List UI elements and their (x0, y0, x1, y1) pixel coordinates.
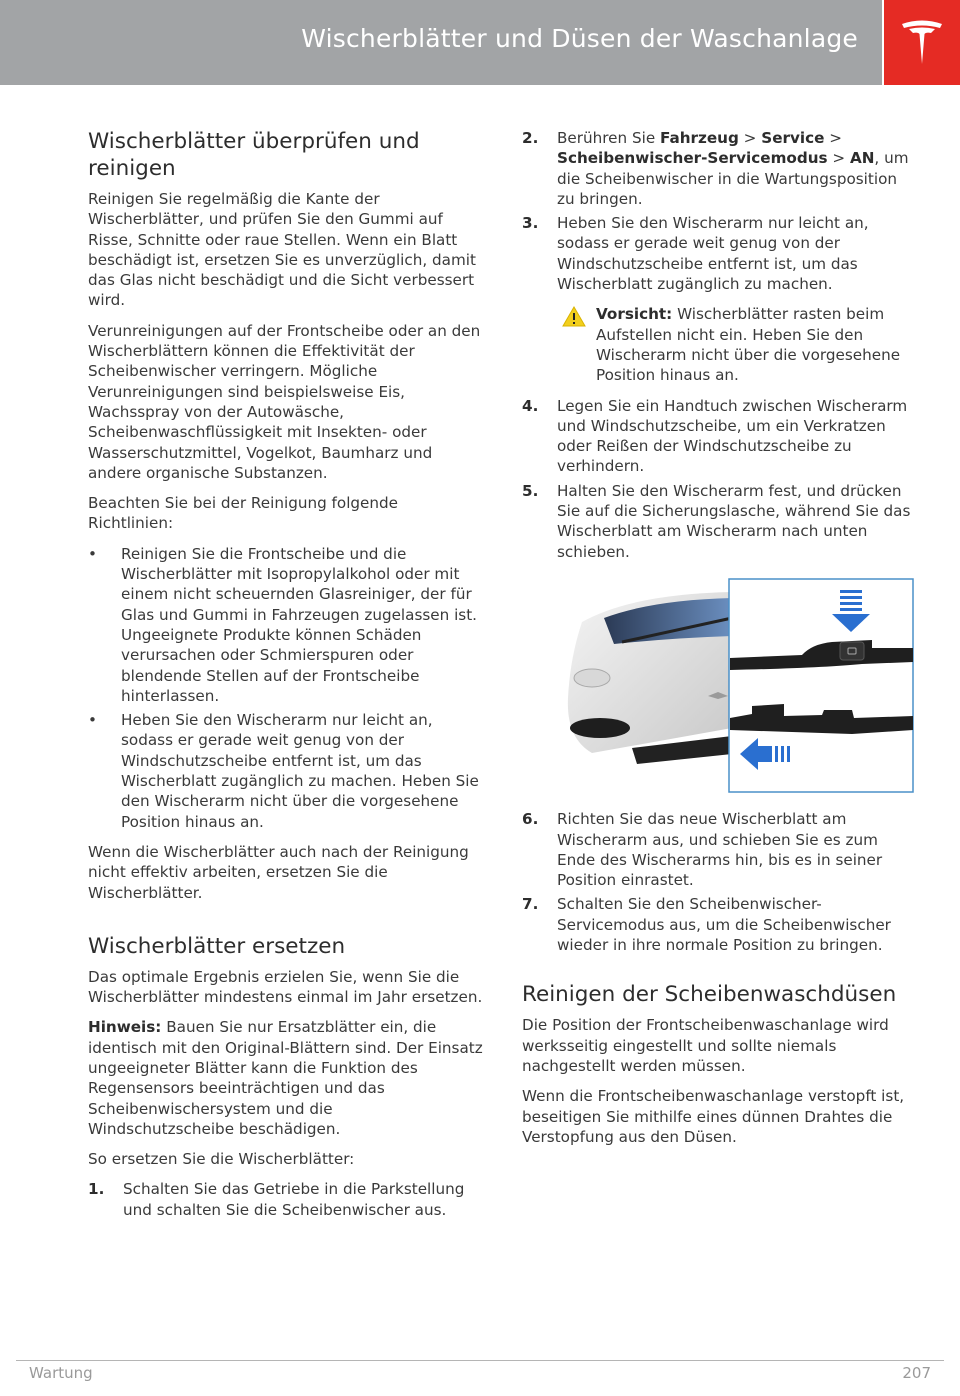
paragraph: So ersetzen Sie die Wischerblätter: (88, 1150, 355, 1169)
step-number: 7. (522, 895, 539, 914)
step-item: 5. Halten Sie den Wischerarm fest, und drücken Sie auf die Sicherungslasche, während Sie das Wischerblatt am Wischerarm nach unten schieben. (522, 481, 911, 561)
section-heading-nozzles: Reinigen der Scheibenwaschdüsen (522, 982, 897, 1008)
bullet-item: • Heben Sie den Wischerarm nur leicht an, sodass er gerade weit genug von der Windschutzscheibe entfernt ist, um das Wischerblatt zugänglich zu machen. Heben Sie den Wischerarm nicht über die vorgesehene Position hinaus an. (88, 711, 479, 831)
caution-label: Vorsicht: (596, 305, 673, 324)
step-item: 4. Legen Sie ein Handtuch zwischen Wischerarm und Windschutzscheibe, um ein Verkratzen oder Reißen der Windschutzscheibe zu verhindern. (522, 396, 908, 476)
paragraph: Beachten Sie bei der Reinigung folgende Richtlinien: (88, 494, 399, 533)
page-title: Wischerblätter und Düsen der Waschanlage (301, 24, 858, 53)
wiper-detail-inset (729, 579, 913, 792)
step-item: 7. Schalten Sie den Scheibenwischer-Servicemodus aus, um die Scheibenwischer wieder in ihre normale Position zu bringen. (522, 895, 891, 955)
step-number: 4. (522, 396, 539, 415)
step-item: 6. Richten Sie das neue Wischerblatt am Wischerarm aus, und schieben Sie es zum Ende des Wischerarms hin, bis es in seiner Position einrastet. (522, 810, 883, 890)
right-column (522, 128, 917, 1157)
bullet-item: • Reinigen Sie die Frontscheibe und die Wischerblätter mit Isopropylalkohol oder mit einem nicht scheuernden Glasreiniger, der für Glas und Gummi in Fahrzeugen zugelassen ist. Ungeeignete Produkte können Schäden verursachen oder Schmierspuren oder blendende Stellen auf der Frontscheibe hinterlassen. (88, 544, 478, 705)
step-number: 2. (522, 129, 539, 147)
paragraph: Die Position der Frontscheibenwaschanlage wird werksseitig eingestellt und sollte niemals nachgestellt werden müssen. (522, 1016, 889, 1075)
bullet-dot-icon: • (88, 711, 97, 730)
step-number: 1. (88, 1180, 105, 1199)
left-column (88, 128, 483, 1224)
paragraph: Wenn die Frontscheibenwaschanlage verstopft ist, beseitigen Sie mithilfe eines dünnen Drahtes die Verstopfung aus den Düsen. (522, 1087, 905, 1146)
brand-logo-box (884, 0, 960, 85)
page-number: 207 (902, 1364, 931, 1382)
header-band (0, 0, 882, 85)
paragraph: Wenn die Wischerblätter auch nach der Reinigung nicht effektiv arbeiten, ersetzen Sie die Wischerblätter. (88, 842, 469, 902)
bullet-dot-icon: • (88, 544, 97, 563)
section-heading-check: Wischerblätter überprüfen und reinigen (88, 129, 420, 181)
note: Hinweis: Bauen Sie nur Ersatzblätter ein, die identisch mit den Original-Blättern sind. Der Einsatz ungeeigneter Blätter kann die Funktion des Regensensors beeinträchtigen und das Scheibenwischersystem und die Windschutzscheibe beschädigen. (88, 1018, 483, 1138)
wiper-illustration (522, 578, 914, 794)
note-label: Hinweis: (88, 1018, 162, 1037)
tesla-logo-icon (900, 18, 944, 68)
footer-divider (16, 1360, 944, 1361)
warning-icon (562, 306, 586, 327)
caution-box: Vorsicht: Wischerblätter rasten beim Aufstellen nicht ein. Heben Sie den Wischerarm nicht über die vorgesehene Position hinaus an. (522, 304, 917, 385)
step-item: 2. Berühren Sie Fahrzeug > Service > Scheibenwischer-Servicemodus > AN, um die Scheibenwischer in die Wartungsposition zu bringen. (522, 129, 909, 208)
paragraph: Verunreinigungen auf der Frontscheibe oder an den Wischerblättern können die Effektivität der Scheibenwischer verringern. Mögliche Verunreinigungen sind beispielsweise Eis, Wachsspray von der Autowäsche, Scheibenwaschflüssigkeit mit Insekten- oder Wasserschutzmittel, Vogelkot, Baumharz und andere organische Substanzen. (88, 321, 481, 482)
step-item: 1. Schalten Sie das Getriebe in die Parkstellung und schalten Sie die Scheibenwischer aus. (88, 1180, 465, 1219)
paragraph: Das optimale Ergebnis erzielen Sie, wenn Sie die Wischerblätter mindestens einmal im Jahr ersetzen. (88, 967, 483, 1007)
step-number: 6. (522, 810, 539, 829)
car-image (568, 592, 732, 764)
step-number: 3. (522, 214, 539, 233)
step-item: 3. Heben Sie den Wischerarm nur leicht an, sodass er gerade weit genug von der Windschutzscheibe entfernt ist, um das Wischerblatt zugänglich zu machen. (522, 214, 869, 294)
paragraph: Reinigen Sie regelmäßig die Kante der Wischerblätter, und prüfen Sie den Gummi auf Risse, Schnitte oder raue Stellen. Wenn ein Blatt beschädigt ist, ersetzen Sie es unverzüglich, damit das Glas nicht beschädigt und die Sicht verbessert wird. (88, 190, 476, 310)
step-number: 5. (522, 481, 539, 500)
section-heading-replace: Wischerblätter ersetzen (88, 933, 346, 959)
footer-section-label: Wartung (29, 1364, 93, 1382)
